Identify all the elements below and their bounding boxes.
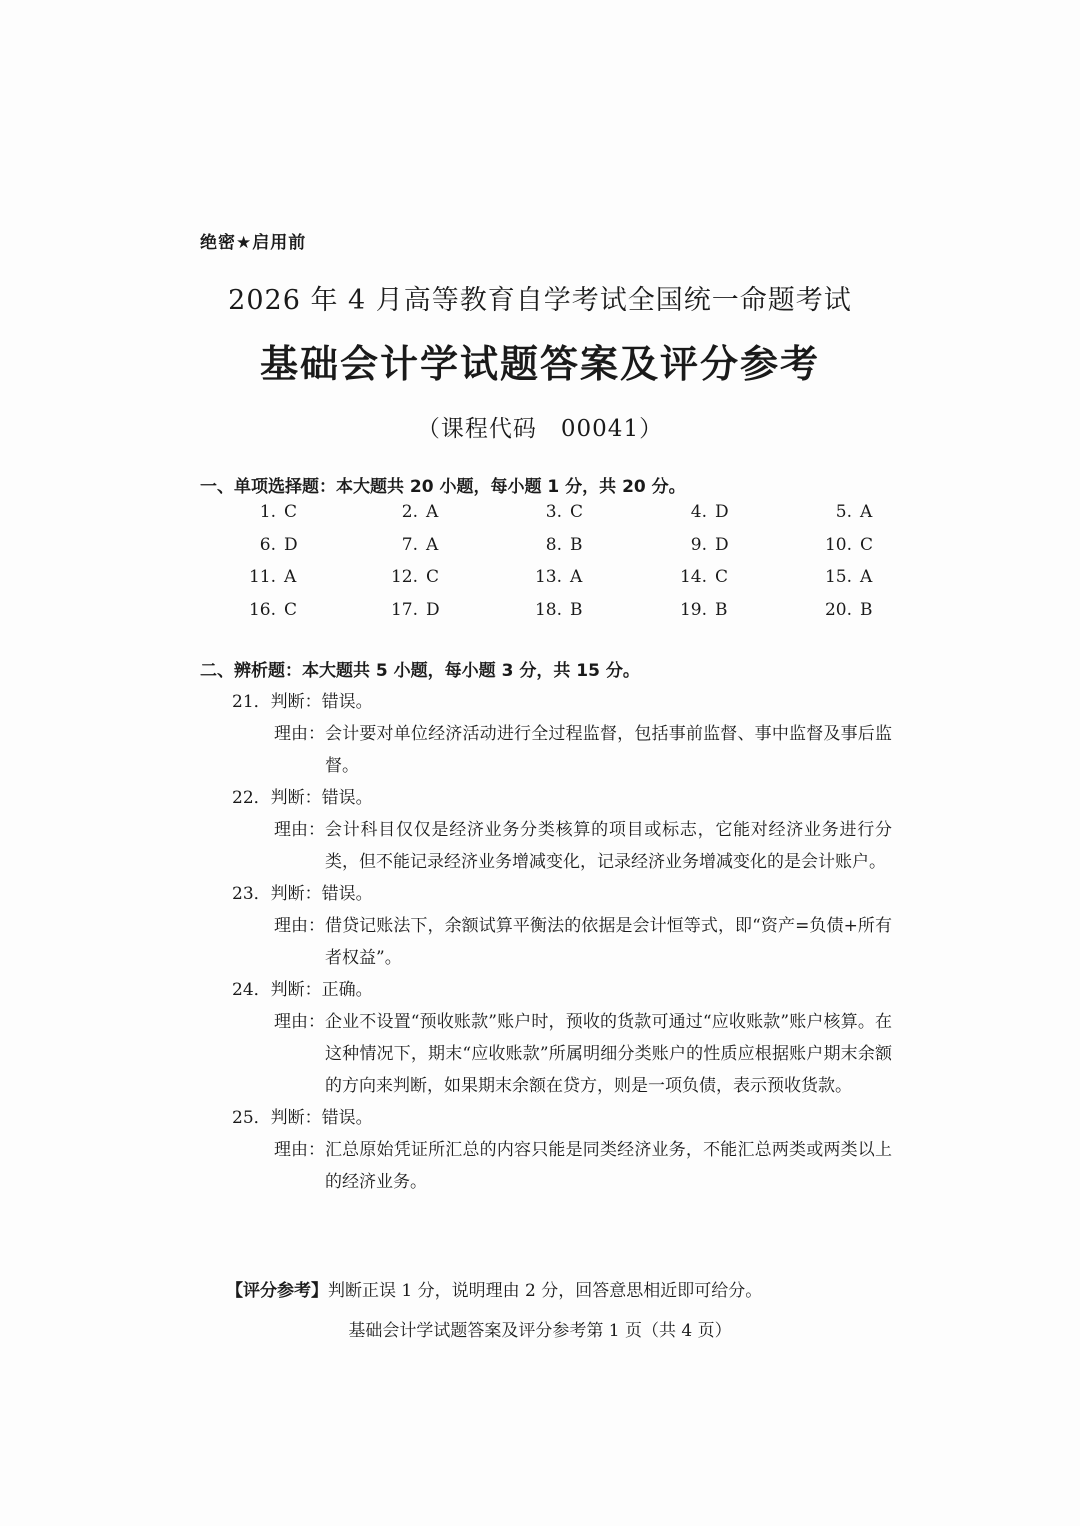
answer-item <box>675 600 755 620</box>
question-number: 11. <box>248 567 276 587</box>
question-number: 1. <box>259 502 276 522</box>
answer-item <box>244 535 324 555</box>
reason-block <box>274 1006 892 1102</box>
question-number: 10. <box>824 534 852 555</box>
answer-item <box>386 502 466 522</box>
answer-letter: D <box>426 599 440 620</box>
answer-row <box>230 535 890 568</box>
answer-item <box>675 502 755 522</box>
reason-text: 汇总原始凭证所汇总的内容只能是同类经济业务，不能汇总两类或两类以上的经济业务。 <box>325 1140 892 1192</box>
answer-item <box>386 535 466 555</box>
answer-letter: A <box>426 534 439 555</box>
answer-item <box>820 502 900 522</box>
answer-letter: D <box>284 534 298 555</box>
reason-block <box>274 814 892 878</box>
judgment-line: 21．判断：错误。 <box>232 692 373 712</box>
reason-text: 会计要对单位经济活动进行全过程监督，包括事前监督、事中监督及事后监督。 <box>325 724 892 776</box>
judgment-line: 22．判断：错误。 <box>232 788 373 808</box>
question-number: 3. <box>545 502 562 522</box>
answer-letter: B <box>570 599 583 620</box>
reason-block <box>274 718 892 782</box>
answer-item <box>386 567 466 587</box>
question-number: 19. <box>679 599 707 620</box>
answer-letter: A <box>860 502 873 522</box>
answer-item <box>244 567 324 587</box>
analysis-item <box>232 878 892 974</box>
question-number: 15. <box>824 567 852 587</box>
question-number: 16. <box>248 599 276 620</box>
question-number: 13. <box>534 567 562 587</box>
question-number: 4. <box>690 502 707 522</box>
question-number: 6. <box>259 534 276 555</box>
reason-label: 理由： <box>274 916 325 936</box>
reason-text: 企业不设置“预收账款”账户时，预收的货款可通过“应收账款”账户核算。在这种情况下，期末“应收账款”所属明细分类账户的性质应根据账户期末余额的方向来判断，如果期末余额在贷方，则是一项负债，表示预收货款。 <box>325 1012 892 1096</box>
answer-item <box>675 567 755 587</box>
multiple-choice-answers <box>230 502 890 632</box>
answer-letter: C <box>426 567 440 587</box>
answer-item <box>530 502 610 522</box>
question-number: 8. <box>545 534 562 555</box>
answer-item <box>244 502 324 522</box>
answer-row <box>230 600 890 633</box>
reason-label: 理由： <box>274 820 325 840</box>
reason-label: 理由： <box>274 724 325 744</box>
analysis-questions <box>232 686 892 1198</box>
answer-item <box>530 535 610 555</box>
answer-letter: A <box>284 567 297 587</box>
scoring-text: 判断正误 1 分，说明理由 2 分，回答意思相近即可给分。 <box>328 1281 763 1301</box>
answer-item <box>386 600 466 620</box>
answer-row <box>230 567 890 600</box>
answer-letter: B <box>570 534 583 555</box>
answer-letter: A <box>570 567 583 587</box>
judgment-line: 23．判断：错误。 <box>232 884 373 904</box>
document-title: 基础会计学试题答案及评分参考 <box>259 342 820 386</box>
question-number: 14. <box>679 567 707 587</box>
analysis-item <box>232 974 892 1102</box>
question-number: 12. <box>390 567 418 587</box>
answer-letter: C <box>570 502 584 522</box>
scoring-reference <box>226 1276 762 1301</box>
judgment-line: 24．判断：正确。 <box>232 980 373 1000</box>
answer-letter: B <box>860 599 873 620</box>
answer-letter: C <box>860 534 874 555</box>
section2-heading: 二、辨析题：本大题共 5 小题，每小题 3 分，共 15 分。 <box>200 661 640 681</box>
answer-letter: C <box>715 567 729 587</box>
answer-letter: A <box>426 502 439 522</box>
question-number: 7. <box>401 534 418 555</box>
answer-row <box>230 502 890 535</box>
answer-item <box>820 567 900 587</box>
course-code: （课程代码 00041） <box>416 416 664 442</box>
question-number: 17. <box>390 599 418 620</box>
answer-letter: C <box>284 502 298 522</box>
reason-block <box>274 910 892 974</box>
answer-item <box>530 567 610 587</box>
reason-text: 借贷记账法下，余额试算平衡法的依据是会计恒等式，即“资产=负债+所有者权益”。 <box>325 916 892 968</box>
answer-letter: C <box>284 599 298 620</box>
exam-title: 2026 年 4 月高等教育自学考试全国统一命题考试 <box>228 285 852 316</box>
question-number: 20. <box>824 599 852 620</box>
reason-block <box>274 1134 892 1198</box>
analysis-item <box>232 1102 892 1198</box>
answer-item <box>530 600 610 620</box>
question-number: 5. <box>835 502 852 522</box>
reason-label: 理由： <box>274 1140 325 1160</box>
answer-item <box>820 600 900 620</box>
answer-item <box>244 600 324 620</box>
answer-letter: D <box>715 502 729 522</box>
analysis-item <box>232 686 892 782</box>
answer-letter: A <box>860 567 873 587</box>
answer-item <box>675 535 755 555</box>
answer-letter: D <box>715 534 729 555</box>
question-number: 9. <box>690 534 707 555</box>
question-number: 2. <box>401 502 418 522</box>
reason-label: 理由： <box>274 1012 325 1032</box>
answer-letter: B <box>715 599 728 620</box>
question-number: 18. <box>534 599 562 620</box>
confidential-mark: 绝密★启用前 <box>200 233 307 253</box>
answer-item <box>820 535 900 555</box>
page-footer: 基础会计学试题答案及评分参考第 1 页（共 4 页） <box>348 1321 732 1341</box>
scoring-label: 【评分参考】 <box>226 1281 328 1301</box>
section1-heading: 一、单项选择题：本大题共 20 小题，每小题 1 分，共 20 分。 <box>200 477 686 497</box>
analysis-item <box>232 782 892 878</box>
judgment-line: 25．判断：错误。 <box>232 1108 373 1128</box>
reason-text: 会计科目仅仅是经济业务分类核算的项目或标志，它能对经济业务进行分类，但不能记录经济业务增减变化，记录经济业务增减变化的是会计账户。 <box>325 820 892 872</box>
